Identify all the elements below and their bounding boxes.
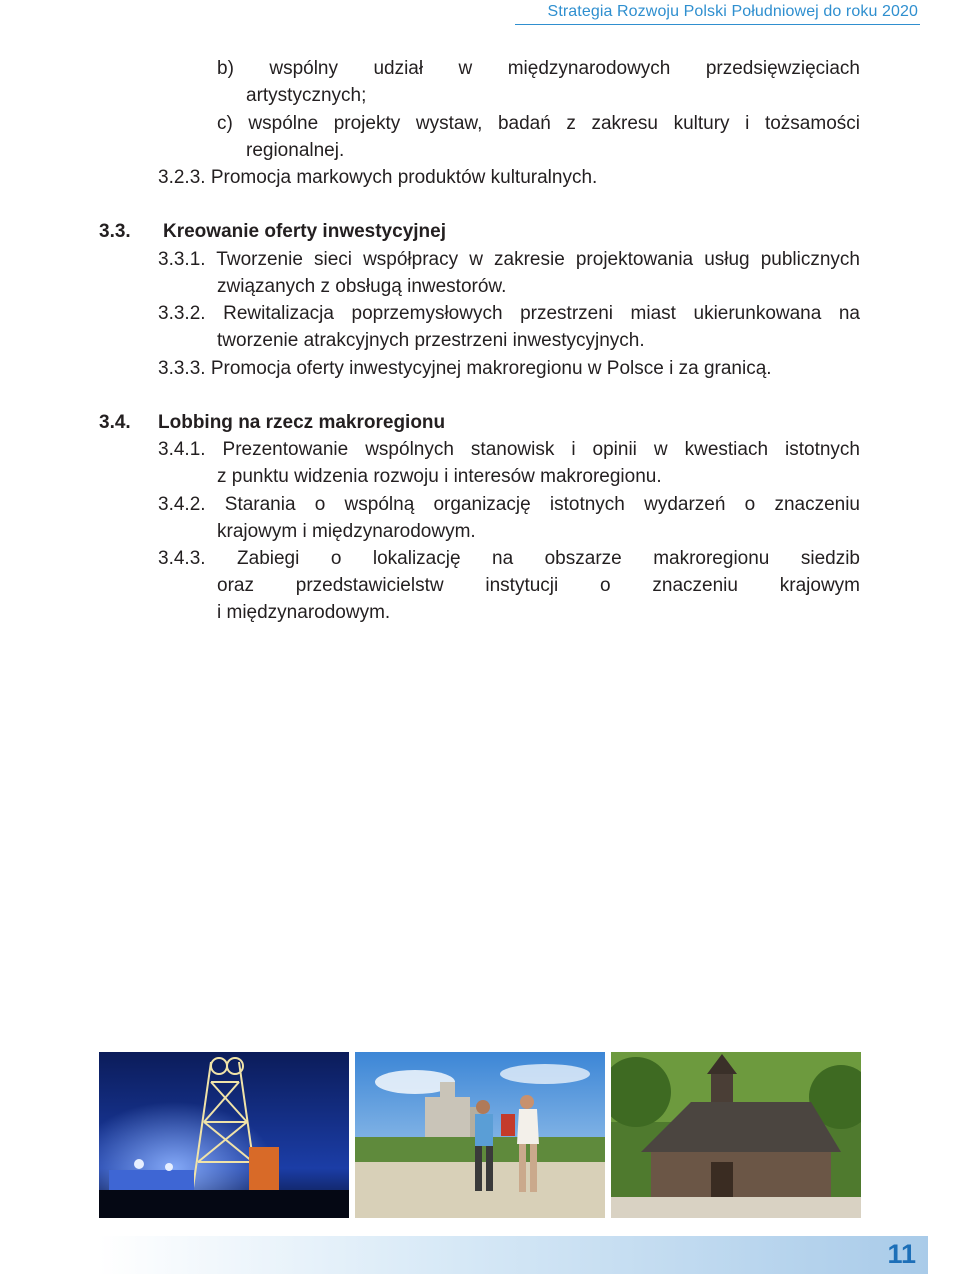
section-3-3-number: 3.3.: [99, 221, 131, 242]
item-3-3-3: 3.3.3. Promocja oferty inwestycyjnej makroregionu w Polsce i za granicą.: [158, 358, 772, 379]
page-number: 11: [887, 1239, 916, 1269]
section-3-4-number: 3.4.: [99, 412, 131, 433]
running-header: Strategia Rozwoju Polski Południowej do roku 2020: [547, 3, 918, 20]
item-b-line-1: b) wspólny udział w międzynarodowych przedsięwzięciach: [217, 58, 860, 79]
photo-wooden-church: [611, 1052, 861, 1218]
item-3-4-1-line-1: 3.4.1. Prezentowanie wspólnych stanowisk i opinii w kwestiach istotnych: [158, 439, 860, 460]
item-3-3-1-line-2: związanych z obsługą inwestorów.: [217, 276, 507, 297]
item-3-4-3-line-2: oraz przedstawicielstw instytucji o znaczeniu krajowym: [217, 575, 860, 596]
item-3-4-2-line-1: 3.4.2. Starania o wspólną organizację istotnych wydarzeń o znaczeniu: [158, 494, 860, 515]
photo-mine-headframe-night: [99, 1052, 349, 1218]
item-3-2-3: 3.2.3. Promocja markowych produktów kulturalnych.: [158, 167, 598, 188]
item-3-4-1-line-2: z punktu widzenia rozwoju i interesów makroregionu.: [217, 466, 662, 487]
header-rule: [515, 24, 920, 25]
item-3-4-2-line-2: krajowym i międzynarodowym.: [217, 521, 476, 542]
section-3-4-title: Lobbing na rzecz makroregionu: [158, 412, 446, 433]
footer-bar: [98, 1236, 928, 1274]
item-3-4-3-line-1: 3.4.3. Zabiegi o lokalizację na obszarze makroregionu siedzib: [158, 548, 860, 569]
item-3-3-1-line-1: 3.3.1. Tworzenie sieci współpracy w zakresie projektowania usług publicznych: [158, 249, 860, 270]
photo-hikers-castle-ruins: [355, 1052, 605, 1218]
item-b-line-2: artystycznych;: [246, 85, 367, 106]
item-c-line-1: c) wspólne projekty wystaw, badań z zakresu kultury i tożsamości: [217, 113, 860, 134]
item-3-3-2-line-1: 3.3.2. Rewitalizacja poprzemysłowych przestrzeni miast ukierunkowana na: [158, 303, 860, 324]
section-3-3-title: Kreowanie oferty inwestycyjnej: [163, 221, 446, 242]
item-3-4-3-line-3: i międzynarodowym.: [217, 602, 391, 623]
item-c-line-2: regionalnej.: [246, 140, 345, 161]
item-3-3-2-line-2: tworzenie atrakcyjnych przestrzeni inwestycyjnych.: [217, 330, 645, 351]
